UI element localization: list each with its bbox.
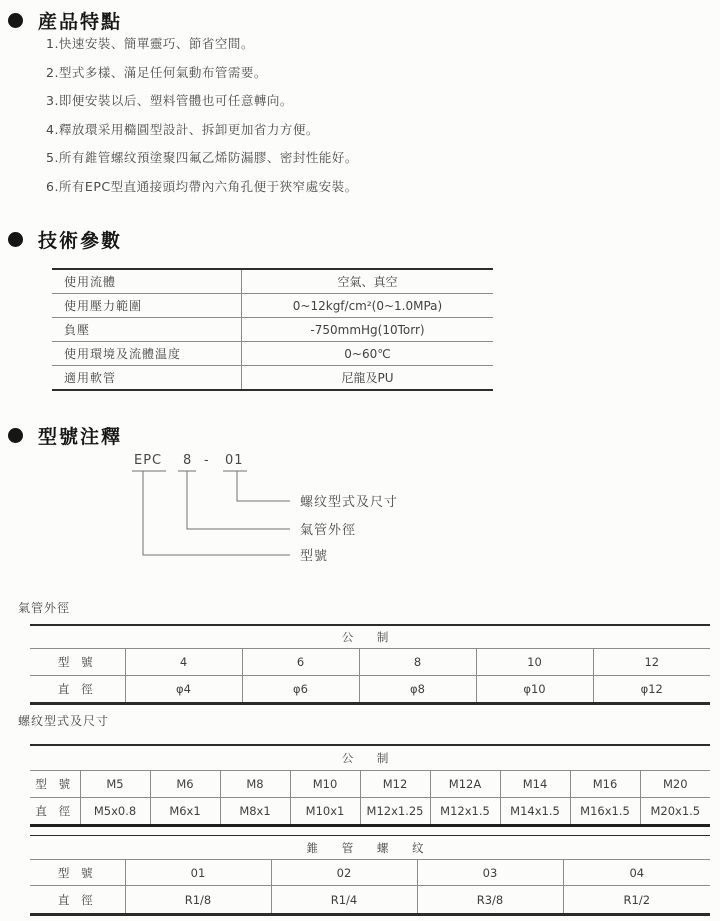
cell: φ10 xyxy=(476,676,593,704)
section-title-model: 型號注釋 xyxy=(38,426,123,448)
model-code-series: EPC xyxy=(134,453,163,468)
cell: M12A xyxy=(430,771,500,798)
cell: M16 xyxy=(570,771,640,798)
callout-label-thread: 螺纹型式及尺寸 xyxy=(300,495,399,510)
row-label: 直 徑 xyxy=(57,682,97,696)
cell: 6 xyxy=(242,649,359,676)
cell: 01 xyxy=(125,860,271,886)
tech-params-table xyxy=(52,268,493,391)
param-label: 適用軟管 xyxy=(64,371,117,385)
param-row xyxy=(52,366,493,391)
param-row xyxy=(52,269,493,294)
param-label: 使用壓力範圍 xyxy=(52,294,242,318)
cell: M10x1 xyxy=(290,798,360,826)
feature-list xyxy=(46,37,646,208)
cell: R3/8 xyxy=(417,886,563,915)
section-header-tech xyxy=(8,226,122,253)
tube-od-table xyxy=(30,624,710,705)
param-row xyxy=(52,342,493,366)
cell: R1/8 xyxy=(125,886,271,915)
feature-item: 4.釋放環采用橢圓型設計、拆卸更加省力方便。 xyxy=(46,121,319,137)
section-bullet-icon xyxy=(8,232,23,247)
row-label: 型 號 xyxy=(30,860,125,886)
section-bullet-icon xyxy=(8,428,23,443)
param-value: 0~12kgf/cm²(0~1.0MPa) xyxy=(242,294,494,318)
row-label: 型 號 xyxy=(30,649,125,676)
callout-line xyxy=(143,471,290,555)
param-value: 尼龍及PU xyxy=(242,366,494,391)
cell: 8 xyxy=(359,649,476,676)
cell: M6x1 xyxy=(150,798,220,826)
feature-item: 6.所有EPC型直通接頭均帶內六角孔便于狹窄處安裝。 xyxy=(46,178,358,194)
table-group-header: 公 制 xyxy=(30,625,710,649)
param-row xyxy=(52,318,493,342)
cell: 02 xyxy=(271,860,417,886)
table-row xyxy=(30,771,710,798)
section-bullet-icon xyxy=(8,13,23,28)
thread-table xyxy=(30,744,710,827)
table-group-header: 公 制 xyxy=(30,745,710,771)
cell: M16x1.5 xyxy=(570,798,640,826)
param-label: 使用環境及流體温度 xyxy=(52,342,242,366)
table-row xyxy=(30,676,710,704)
param-label: 負壓 xyxy=(52,318,242,342)
cell: 12 xyxy=(593,649,710,676)
model-code-size: 8 xyxy=(183,453,193,468)
section-title-tech: 技術參數 xyxy=(38,230,123,252)
tube-od-caption: 氣管外徑 xyxy=(18,601,71,615)
cell: M20 xyxy=(640,771,710,798)
table-row xyxy=(30,798,710,826)
table-group-header: 錐 管 螺 纹 xyxy=(30,836,710,860)
callout-label-tube-od: 氣管外徑 xyxy=(300,523,357,538)
table-group-row xyxy=(30,745,710,771)
feature-item: 2.型式多樣、滿足任何氣動布管需要。 xyxy=(46,64,267,80)
cell: 03 xyxy=(417,860,563,886)
section-header-features xyxy=(8,7,122,34)
cell: φ4 xyxy=(125,676,242,704)
cell: M20x1.5 xyxy=(640,798,710,826)
cell: M12x1.5 xyxy=(430,798,500,826)
model-code-thread: 01 xyxy=(225,453,244,468)
cell: 4 xyxy=(125,649,242,676)
cell: 04 xyxy=(563,860,710,886)
callout-label-model: 型號 xyxy=(300,549,329,564)
feature-item: 3.即便安裝以后、塑料管體也可任意轉向。 xyxy=(46,93,293,108)
cell: R1/2 xyxy=(563,886,710,915)
feature-item: 5.所有錐管螺纹預塗聚四氟乙烯防漏膠、密封性能好。 xyxy=(46,150,358,165)
param-value: 0~60℃ xyxy=(242,342,494,366)
param-value: 空氣、真空 xyxy=(242,269,494,294)
row-label: 型 號 xyxy=(30,771,80,798)
cell: 10 xyxy=(476,649,593,676)
callout-line xyxy=(237,471,290,501)
thread-caption: 螺纹型式及尺寸 xyxy=(18,714,110,728)
cell: R1/4 xyxy=(271,886,417,915)
cell: M10 xyxy=(290,771,360,798)
cell: M14 xyxy=(500,771,570,798)
cell: M12 xyxy=(360,771,430,798)
callout-line xyxy=(187,471,290,529)
section-title-features: 産品特點 xyxy=(38,11,123,33)
cell: M6 xyxy=(150,771,220,798)
row-label: 直 徑 xyxy=(35,804,75,818)
table-row xyxy=(30,886,710,915)
param-label: 使用流體 xyxy=(52,269,242,294)
param-row xyxy=(52,294,493,318)
table-group-row xyxy=(30,836,710,860)
model-code-dash: - xyxy=(204,453,210,468)
cell: M12x1.25 xyxy=(360,798,430,826)
cell: φ8 xyxy=(359,676,476,704)
model-code-diagram xyxy=(100,444,460,574)
table-row xyxy=(30,860,710,886)
table-group-row xyxy=(30,625,710,649)
cell: φ12 xyxy=(593,676,710,704)
row-label: 直 徑 xyxy=(57,892,97,907)
cell: M14x1.5 xyxy=(500,798,570,826)
cell: M5 xyxy=(80,771,150,798)
cell: M5x0.8 xyxy=(80,798,150,826)
table-row xyxy=(30,649,710,676)
cell: M8 xyxy=(220,771,290,798)
cell: φ6 xyxy=(242,676,359,704)
feature-item: 1.快速安裝、簡單靈巧、節省空間。 xyxy=(46,36,254,51)
cell: M8x1 xyxy=(220,798,290,826)
param-value: -750mmHg(10Torr) xyxy=(242,318,494,342)
taper-thread-table xyxy=(30,835,710,916)
